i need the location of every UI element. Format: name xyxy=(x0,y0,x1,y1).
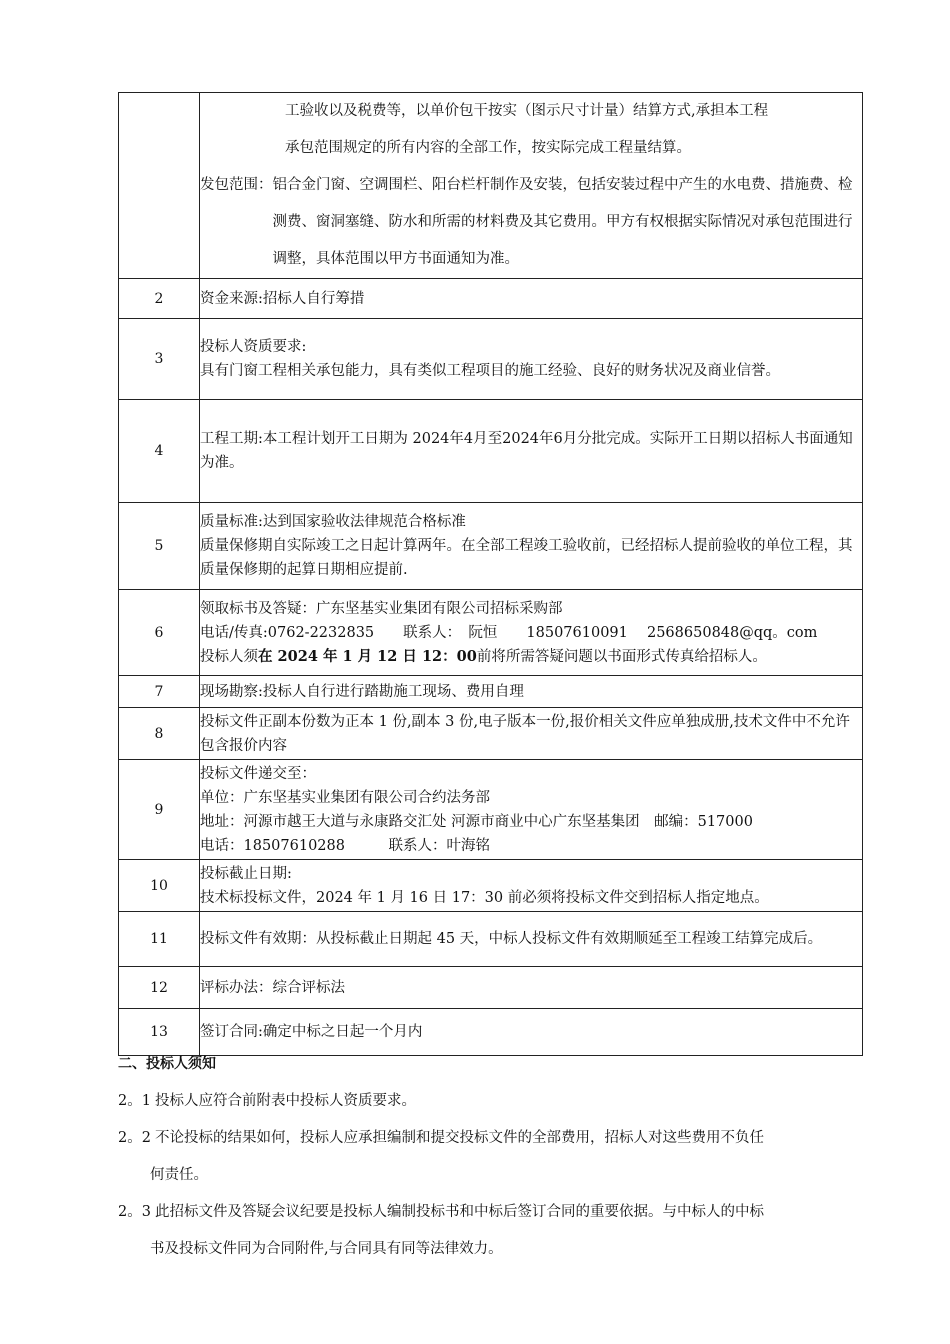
contract-scope xyxy=(200,167,862,278)
row-content: 工程工期:本工程计划开工日期为 2024年4月至2024年6月分批完成。实际开工日期以招标人书面通知为准。 xyxy=(200,400,863,503)
row-number: 5 xyxy=(119,503,200,590)
row-number: 9 xyxy=(119,760,200,860)
bid-info-table xyxy=(118,92,863,1056)
row-number: 6 xyxy=(119,590,200,676)
row-line: 具有门窗工程相关承包能力，具有类似工程项目的施工经验、良好的财务状况及商业信誉。 xyxy=(200,363,780,379)
table-row xyxy=(119,967,863,1009)
row-line: 技术标投标文件，2024 年 1 月 16 日 17：30 前必须将投标文件交到招标人指定地点。 xyxy=(200,889,769,906)
row-number: 10 xyxy=(119,860,200,912)
row-number: 12 xyxy=(119,967,200,1009)
row-number: 7 xyxy=(119,676,200,708)
table-row xyxy=(119,676,863,708)
item-number: 2。3 xyxy=(118,1204,151,1220)
row-content xyxy=(200,93,863,279)
contract-scope-text: 铝合金门窗、空调围栏、阳台栏杆制作及安装，包括安装过程中产生的水电费、措施费、检测费、窗洞塞缝、防水和所需的材料费及其它费用。甲方有权根据实际情况对承包范围进行调整，具体范围以甲方书面通知为准。 xyxy=(272,177,853,267)
table-row xyxy=(119,590,863,676)
row-content xyxy=(200,319,863,400)
scope-line-2: 承包范围规定的所有内容的全部工作，按实际完成工程量结算。 xyxy=(285,140,691,156)
row-line: 电话/传真:0762-2232835 联系人： 阮恒 18507610091 2568650848@qq。com xyxy=(200,624,818,641)
deadline-highlight: 在 2024 年 1 月 12 日 12：00 xyxy=(258,647,477,665)
row-content xyxy=(200,590,863,676)
table-row xyxy=(119,708,863,760)
item-continuation: 书及投标文件同为合同附件,与合同具有同等法律效力。 xyxy=(150,1241,503,1257)
row-content xyxy=(200,860,863,912)
row-number: 2 xyxy=(119,279,200,319)
bidder-notice-section xyxy=(118,1046,878,1268)
row-content: 评标办法：综合评标法 xyxy=(200,967,863,1009)
item-text: 投标人应符合前附表中投标人资质要求。 xyxy=(154,1093,416,1109)
row-line: 质量保修期自实际竣工之日起计算两年。在全部工程竣工验收前，已经招标人提前验收的单位工程，其质量保修期的起算日期相应提前. xyxy=(200,538,853,578)
row-number: 4 xyxy=(119,400,200,503)
row-number: 8 xyxy=(119,708,200,760)
table-row xyxy=(119,93,863,279)
row-line: 领取标书及答疑：广东坚基实业集团有限公司招标采购部 xyxy=(200,600,563,617)
row-content: 资金来源:招标人自行筹措 xyxy=(200,279,863,319)
item-number: 2。1 xyxy=(118,1093,151,1109)
row-line: 地址：河源市越王大道与永康路交汇处 河源市商业中心广东坚基集团 邮编：517000 xyxy=(200,813,753,830)
notice-item xyxy=(118,1194,878,1231)
row-content: 现场勘察:投标人自行进行踏勘施工现场、费用自理 xyxy=(200,676,863,708)
row-line: 单位：广东坚基实业集团有限公司合约法务部 xyxy=(200,789,490,806)
item-text: 不论投标的结果如何，投标人应承担编制和提交投标文件的全部费用，招标人对这些费用不负任 xyxy=(154,1130,764,1146)
row-line: 投标人须在 2024 年 1 月 12 日 12：00前将所需答疑问题以书面形式传真给招标人。 xyxy=(200,647,767,665)
notice-item xyxy=(118,1083,878,1120)
table-row xyxy=(119,503,863,590)
item-number: 2。2 xyxy=(118,1130,151,1146)
row-number: 13 xyxy=(119,1009,200,1056)
table-row xyxy=(119,319,863,400)
item-text: 此招标文件及答疑会议纪要是投标人编制投标书和中标后签订合同的重要依据。与中标人的中标 xyxy=(154,1204,764,1220)
row-line: 质量标准:达到国家验收法律规范合格标准 xyxy=(200,514,466,530)
row-line: 投标截止日期: xyxy=(200,865,292,882)
table-row xyxy=(119,279,863,319)
notice-item xyxy=(118,1120,878,1157)
row-line: 投标文件递交至： xyxy=(200,765,316,782)
item-continuation: 何责任。 xyxy=(150,1167,208,1183)
row-content xyxy=(200,503,863,590)
row-number: 3 xyxy=(119,319,200,400)
row-line: 电话：18507610288 联系人：叶海铭 xyxy=(200,837,490,854)
row-content: 签订合同:确定中标之日起一个月内 xyxy=(200,1009,863,1056)
section-title: 二、投标人须知 xyxy=(118,1056,216,1072)
table-row xyxy=(119,760,863,860)
row-content xyxy=(200,760,863,860)
contract-scope-label: 发包范围： xyxy=(200,177,273,193)
table-row xyxy=(119,400,863,503)
table-row xyxy=(119,912,863,967)
row-content: 投标文件有效期：从投标截止日期起 45 天，中标人投标文件有效期顺延至工程竣工结算完成后。 xyxy=(200,912,863,967)
row-line: 投标人资质要求: xyxy=(200,339,307,355)
scope-line-1: 工验收以及税费等，以单价包干按实（图示尺寸计量）结算方式,承担本工程 xyxy=(285,103,769,119)
table-row xyxy=(119,860,863,912)
row-number xyxy=(119,93,200,279)
row-content: 投标文件正副本份数为正本 1 份,副本 3 份,电子版本一份,报价相关文件应单独成册,技术文件中不允许包含报价内容 xyxy=(200,708,863,760)
row-number: 11 xyxy=(119,912,200,967)
